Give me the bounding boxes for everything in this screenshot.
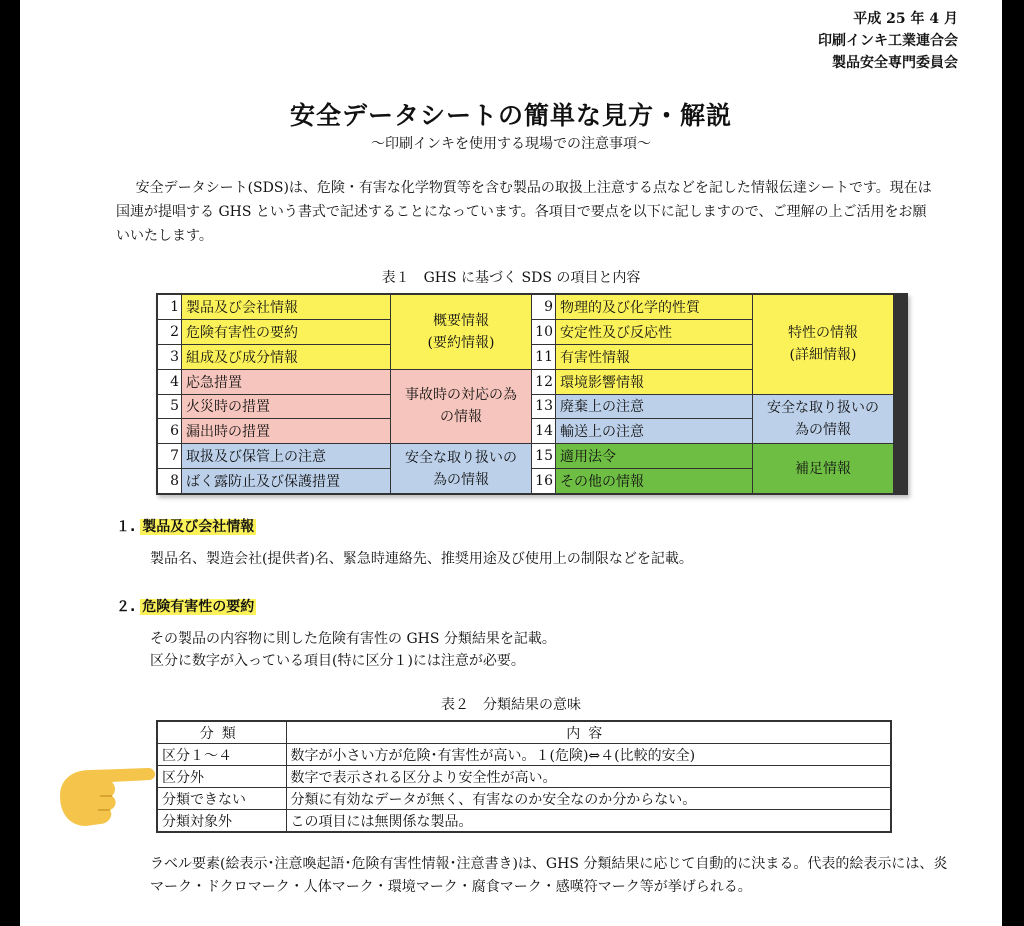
table-cell: 分類できない xyxy=(157,788,286,810)
item-number: 13 xyxy=(532,395,555,419)
item-label: 物理的及び化学的性質 xyxy=(556,295,752,319)
table-row xyxy=(157,766,891,788)
item-label: 安定性及び反応性 xyxy=(556,320,752,344)
section-title: 危険有害性の要約 xyxy=(142,599,255,615)
section1-heading xyxy=(116,516,256,536)
section2-line1: その製品の内容物に則した危険有害性の GHS 分類結果を記載。 xyxy=(150,631,556,647)
table2-caption: 表２ 分類結果の意味 xyxy=(441,697,581,713)
item-number: 3 xyxy=(158,345,181,369)
item-number: 16 xyxy=(532,469,555,493)
section-title: 製品及び会社情報 xyxy=(142,519,255,535)
item-label: その他の情報 xyxy=(556,469,752,493)
sds-items-table xyxy=(156,293,908,495)
item-number: 8 xyxy=(158,469,181,493)
item-number: 14 xyxy=(532,419,555,443)
organization: 印刷インキ工業連合会 xyxy=(818,33,958,49)
item-label: 環境影響情報 xyxy=(556,370,752,394)
item-number: 7 xyxy=(158,444,181,468)
document-page xyxy=(20,0,1002,926)
table1-caption: 表１ GHS に基づく SDS の項目と内容 xyxy=(381,270,641,286)
table-cell: 数字で表示される区分より安全性が高い。 xyxy=(286,766,891,788)
table-row xyxy=(157,788,891,810)
table-header-row xyxy=(157,721,891,744)
group-label: 概要情報 (要約情報) xyxy=(391,295,531,369)
section1-text: 製品名、製造会社(提供者)名、緊急時連絡先、推奨用途及び使用上の制限などを記載。 xyxy=(150,551,693,567)
item-number: 5 xyxy=(158,395,181,419)
item-label: 危険有害性の要約 xyxy=(182,320,390,344)
section2-heading xyxy=(116,596,256,616)
item-number: 4 xyxy=(158,370,181,394)
item-label: 組成及び成分情報 xyxy=(182,345,390,369)
item-label: 製品及び会社情報 xyxy=(182,295,390,319)
item-label: 有害性情報 xyxy=(556,345,752,369)
table-cell: 区分外 xyxy=(157,766,286,788)
document-header xyxy=(818,8,958,74)
table-row xyxy=(157,810,891,833)
item-number: 2 xyxy=(158,320,181,344)
item-label: 取扱及び保管上の注意 xyxy=(182,444,390,468)
table-cell: 分類対象外 xyxy=(157,810,286,833)
table-cell: 区分１～４ xyxy=(157,744,286,766)
group-label: 補足情報 xyxy=(753,444,893,493)
group-label: 安全な取り扱いの為の情報 xyxy=(391,444,531,493)
item-label: 輸送上の注意 xyxy=(556,419,752,443)
section-number: ２. xyxy=(116,599,136,615)
item-number: 9 xyxy=(532,295,555,319)
item-label: 廃棄上の注意 xyxy=(556,395,752,419)
item-label: 漏出時の措置 xyxy=(182,419,390,443)
table-cell: 数字が小さい方が危険･有害性が高い。１(危険)⇔４(比較的安全) xyxy=(286,744,891,766)
intro-text: 安全データシート(SDS)は、危険・有害な化学物質等を含む製品の取扱上注意する点などを記した情報伝達シートです。現在は国連が提唱する GHS という書式で記述することになっています。各項目で要点を以下に記しますので、ご理解の上ご活用をお願いいたします。 xyxy=(116,180,932,244)
label-elements-paragraph: ラベル要素(絵表示･注意喚起語･危険有害性情報･注意書き)は、GHS 分類結果に応じて自動的に決まる。代表的絵表示には、炎マーク・ドクロマーク・人体マーク・環境マーク・腐食マーク・感嘆符マーク等が挙げられる。 xyxy=(150,856,948,895)
section2-line2: 区分に数字が入っている項目(特に区分１)には注意が必要。 xyxy=(150,653,525,669)
group-label: 特性の情報 (詳細情報) xyxy=(753,295,893,394)
item-number: 11 xyxy=(532,345,555,369)
item-label: 応急措置 xyxy=(182,370,390,394)
item-number: 10 xyxy=(532,320,555,344)
item-number: 12 xyxy=(532,370,555,394)
intro-paragraph xyxy=(116,176,936,248)
pointing-hand-icon xyxy=(56,756,160,832)
column-header: 分類 xyxy=(157,721,286,744)
item-number: 1 xyxy=(158,295,181,319)
item-label: ばく露防止及び保護措置 xyxy=(182,469,390,493)
column-header: 内容 xyxy=(286,721,891,744)
group-label: 安全な取り扱いの為の情報 xyxy=(753,395,893,444)
item-label: 火災時の措置 xyxy=(182,395,390,419)
document-title: 安全データシートの簡単な見方・解説 xyxy=(289,101,732,130)
group-label: 事故時の対応の為の情報 xyxy=(391,370,531,444)
table-cell: 分類に有効なデータが無く、有害なのか安全なのか分からない。 xyxy=(286,788,891,810)
date: 平成 25 年 4 月 xyxy=(853,11,958,27)
document-subtitle: ～印刷インキを使用する現場での注意事項～ xyxy=(371,136,651,152)
item-number: 15 xyxy=(532,444,555,468)
table-cell: この項目には無関係な製品。 xyxy=(286,810,891,833)
item-number: 6 xyxy=(158,419,181,443)
section-number: １. xyxy=(116,519,136,535)
classification-table xyxy=(156,720,892,833)
committee: 製品安全専門委員会 xyxy=(832,55,958,71)
item-label: 適用法令 xyxy=(556,444,752,468)
table-row xyxy=(157,744,891,766)
